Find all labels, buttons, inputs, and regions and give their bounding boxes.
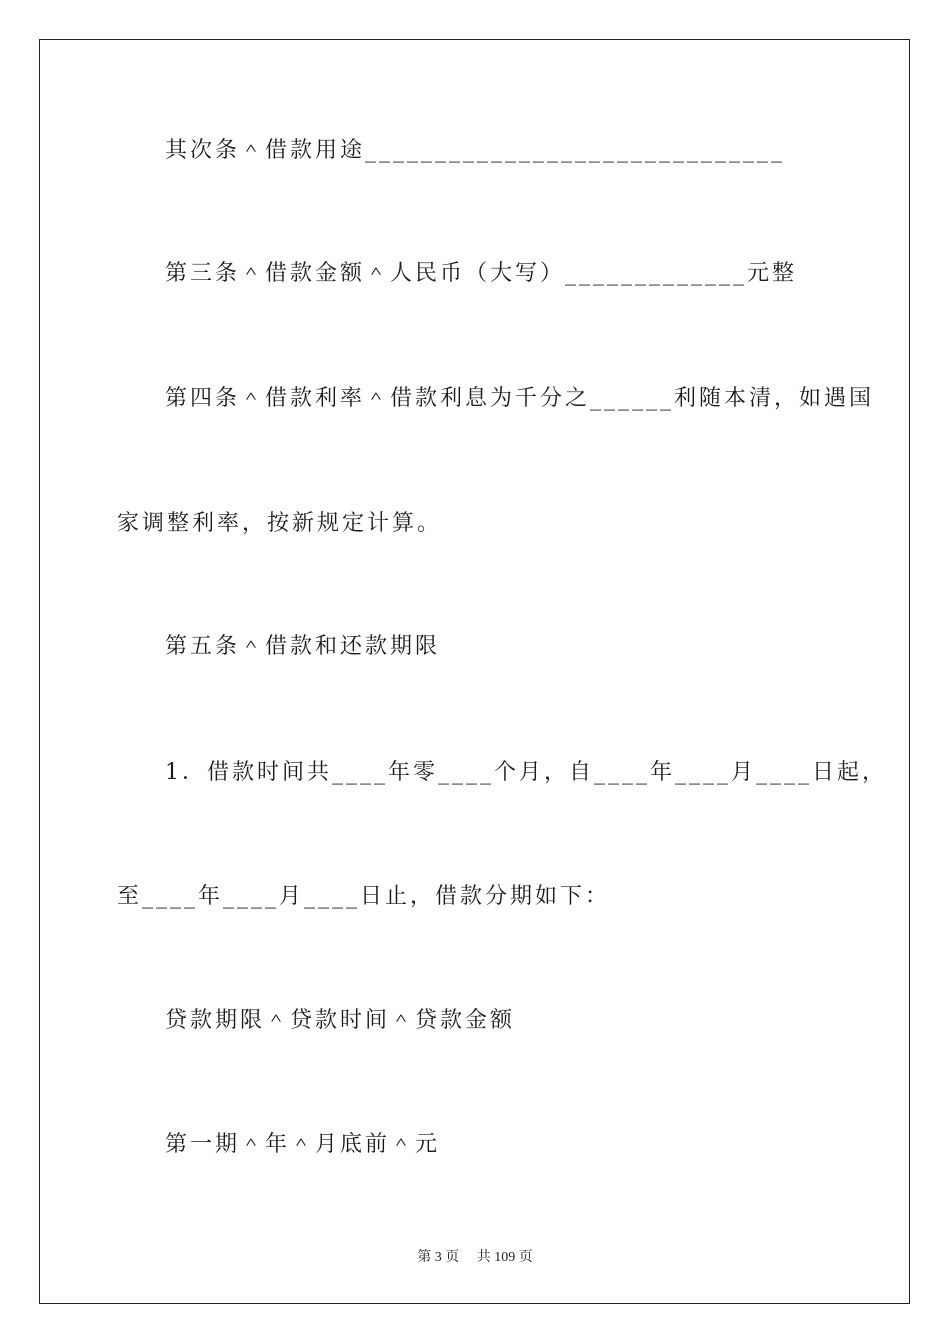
installment-row-1: 第一期＾年＾月底前＾元 bbox=[165, 1132, 441, 1157]
page-border bbox=[39, 39, 910, 1304]
page-footer: 第 3 页 共 109 页 bbox=[417, 1250, 533, 1265]
installment-header: 贷款期限＾贷款时间＾贷款金额 bbox=[165, 1008, 516, 1033]
clause-3-amount: 第三条＾借款金额＾人民币（大写）_____________元整 bbox=[165, 261, 798, 286]
clause-4-interest-cont: 家调整利率，按新规定计算。 bbox=[117, 511, 443, 536]
clause-4-interest: 第四条＾借款利率＾借款利息为千分之______利随本清，如遇国 bbox=[165, 386, 875, 411]
clause-5-title: 第五条＾借款和还款期限 bbox=[165, 634, 441, 659]
clause-2-purpose: 其次条＾借款用途______________________________ bbox=[165, 138, 786, 163]
clause-5-item-1-cont: 至____年____月____日止，借款分期如下： bbox=[117, 884, 611, 909]
clause-5-item-1: 1．借款时间共____年零____个月，自____年____月____日起， bbox=[165, 760, 887, 785]
